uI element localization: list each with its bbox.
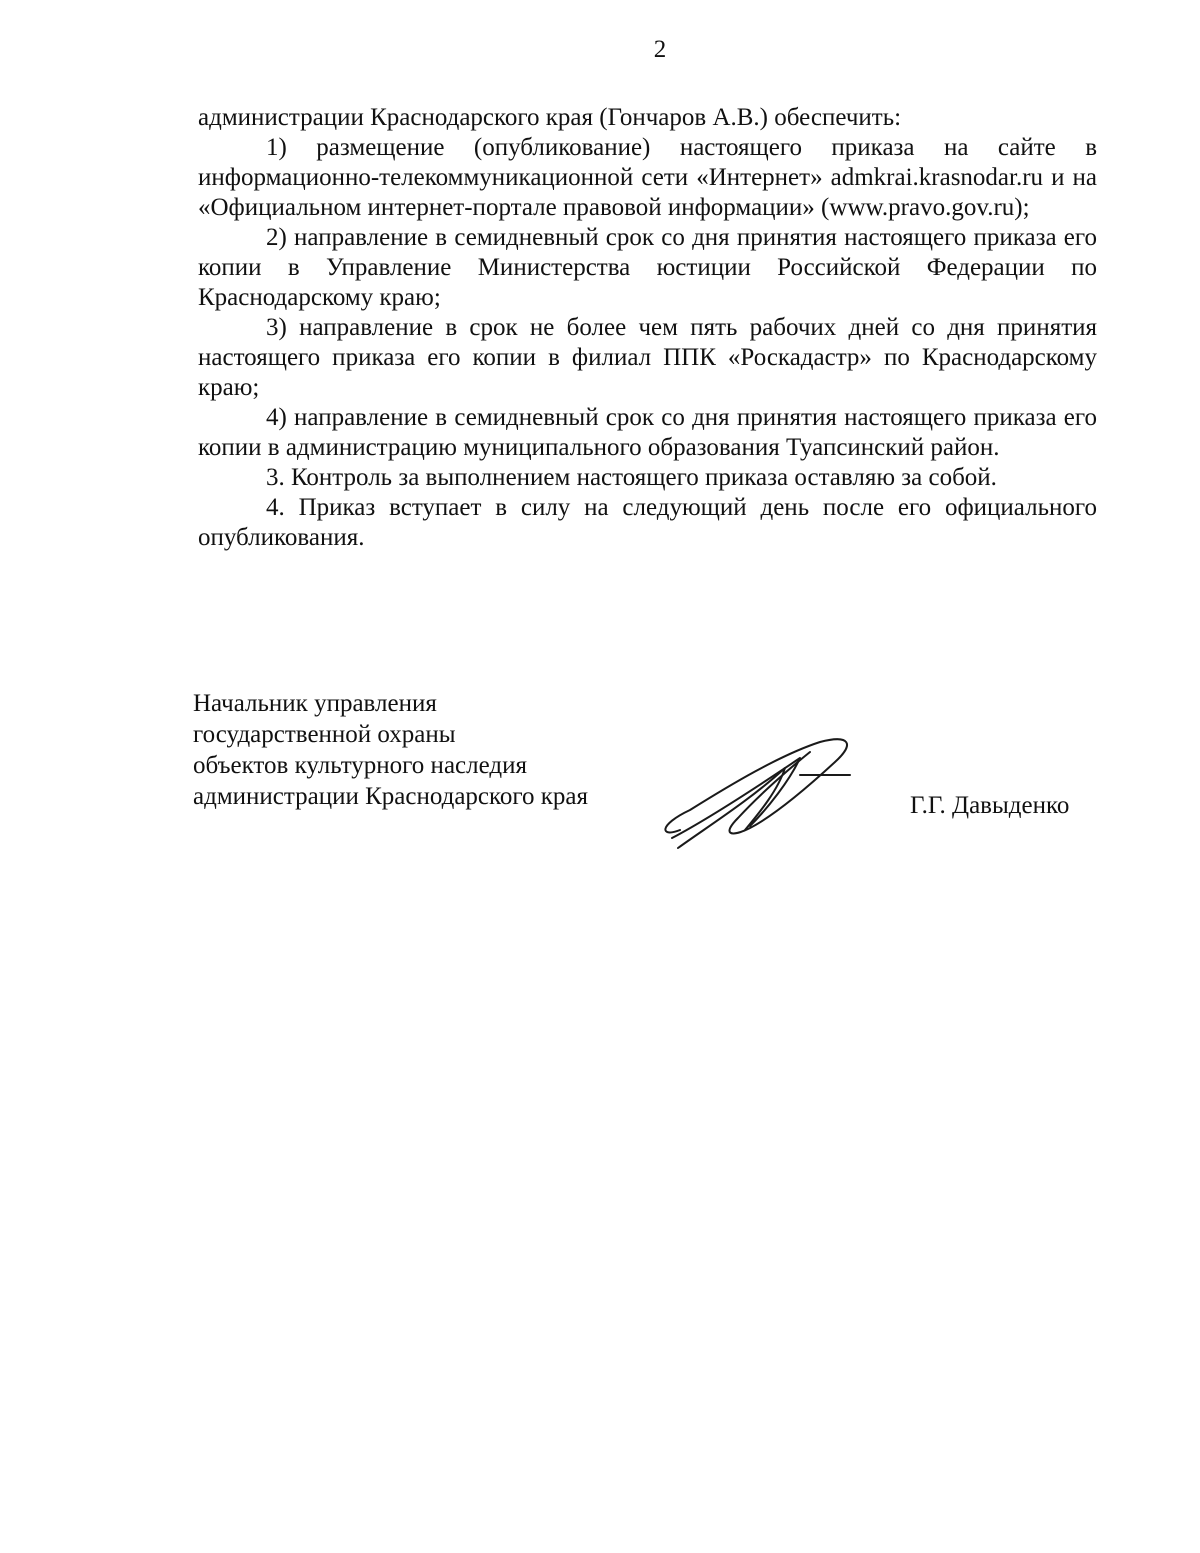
position-line-2: государственной охраны <box>193 721 456 748</box>
signature-stroke-2 <box>672 758 800 838</box>
paragraph-item-1: 1) размещение (опубликование) настоящего приказа на сайте в информационно-телекоммуникационной сети «Интернет» admkrai.krasnodar.ru и на «Официальном интернет-портале правовой информации» (www.pravo.gov.ru); <box>198 134 1097 221</box>
signer-name: Г.Г. Давыденко <box>910 792 1070 819</box>
page-number: 2 <box>653 36 667 63</box>
paragraph-effect: 4. Приказ вступает в силу на следующий день после его официального опубликования. <box>198 494 1097 551</box>
signatory-position <box>193 688 588 812</box>
paragraph-item-4: 4) направление в семидневный срок со дня принятия настоящего приказа его копии в администрацию муниципального образования Туапсинский район. <box>198 404 1097 461</box>
position-line-4: администрации Краснодарского края <box>193 783 589 810</box>
handwritten-signature <box>650 730 860 855</box>
position-line-1: Начальник управления <box>193 690 437 717</box>
position-line-3: объектов культурного наследия <box>193 752 527 779</box>
paragraph-item-2: 2) направление в семидневный срок со дня принятия настоящего приказа его копии в Управление Министерства юстиции Российской Федерации по Краснодарскому краю; <box>198 224 1097 311</box>
paragraph-item-3: 3) направление в срок не более чем пять рабочих дней со дня принятия настоящего приказа его копии в филиал ППК «Роскадастр» по Краснодарскому краю; <box>198 314 1097 401</box>
paragraph-control: 3. Контроль за выполнением настоящего приказа оставляю за собой. <box>266 464 997 491</box>
paragraph-intro: администрации Краснодарского края (Гончаров А.В.) обеспечить: <box>198 104 902 131</box>
document-body <box>198 103 1097 553</box>
